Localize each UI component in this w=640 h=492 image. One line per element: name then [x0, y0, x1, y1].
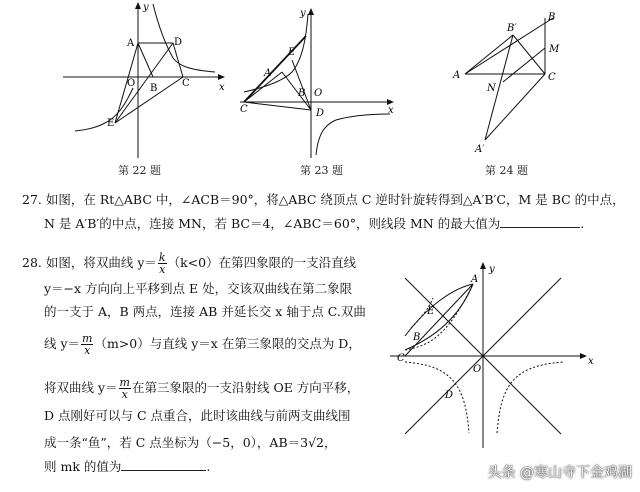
watermark: 头条 @寒山寺下金鸡湖 — [487, 465, 632, 481]
fig28-label-A: A — [471, 274, 479, 285]
fig23-y-arrow — [308, 8, 314, 15]
q28-line1 — [22, 252, 356, 275]
fig24-label-Ap: A′ — [475, 144, 485, 155]
fig24-label-B: B — [548, 12, 556, 23]
q28-frac-m1 — [81, 333, 93, 356]
q28-frac-m1-den: x — [84, 344, 91, 357]
fig22-y-arrow — [135, 2, 141, 9]
q28-l1a: 如图，将双曲线 y＝ — [45, 255, 157, 270]
fig23-label-B: B — [298, 88, 306, 99]
fig24-label-C: C — [548, 72, 556, 83]
q28-l4a: 线 y＝ — [44, 336, 81, 351]
fig23-hyperbola-q4 — [316, 114, 390, 155]
fig24-caption: 第 24 题 — [485, 164, 528, 177]
fig28-y-arrow — [480, 262, 486, 269]
fig23-label-C: C — [240, 104, 248, 115]
q27-number: 27. — [22, 192, 42, 207]
figure-24 — [445, 0, 615, 160]
q28-line2: y＝−x 方向向上平移到点 E 处，交该双曲线在第二象限 — [44, 281, 353, 296]
fig28-label-E: E — [427, 306, 435, 317]
fig22-label-y: y — [143, 2, 149, 13]
fig24-label-N: N — [487, 83, 496, 94]
q28-number: 28. — [22, 255, 42, 270]
q27-text-1: 如图，在 Rt△ABC 中，∠ACB＝90°，将△ABC 绕顶点 C 逆时针旋转得到△A′B′C，M 是 BC 的中点， — [45, 192, 625, 207]
q27-line2 — [44, 215, 584, 233]
fig28-label-y: y — [489, 264, 495, 275]
fig28-dashed-q3 — [405, 362, 469, 433]
q28-line6: D 点刚好可以与 C 点重合，此时该曲线与前两支曲线围 — [44, 408, 351, 423]
q28-answer-blank[interactable] — [121, 458, 206, 471]
fig22-label-E: E — [107, 118, 115, 129]
fig22-label-x: x — [219, 82, 225, 93]
q28-line5 — [44, 377, 359, 400]
fig24-label-A: A — [453, 70, 461, 81]
fig23-label-x: x — [388, 105, 394, 116]
q28-l4b: （m>0）与直线 y＝x 在第三象限的交点为 D， — [94, 336, 361, 351]
fig22-caption: 第 22 题 — [118, 164, 161, 177]
fig22-label-O: O — [127, 78, 136, 89]
q28-end: . — [206, 459, 211, 474]
fig23-label-D: D — [316, 108, 325, 119]
figure-28 — [385, 258, 610, 453]
fig28-label-x: x — [588, 356, 594, 367]
figure-23 — [232, 0, 402, 160]
fig28-dashed-q4 — [497, 362, 563, 433]
q28-frac-k-num: k — [158, 251, 166, 264]
fig22-label-B: B — [150, 83, 158, 94]
figure-22 — [55, 0, 235, 160]
q27-line1 — [22, 191, 625, 209]
q28-frac-k-den: x — [159, 263, 166, 276]
q28-frac-m2-den: x — [121, 388, 128, 401]
fig23-label-A: A — [264, 68, 272, 79]
q28-line3: 的一支于 A，B 两点，连接 AB 并延长交 x 轴于点 C.双曲 — [44, 304, 366, 319]
q28-line4 — [44, 333, 361, 356]
fig23-caption: 第 23 题 — [300, 164, 343, 177]
fig24-label-M: M — [549, 44, 560, 55]
q28-frac-m1-num: m — [82, 332, 93, 345]
q28-line7: 成一条“鱼”，若 C 点坐标为（−5，0），AB＝3√2， — [44, 435, 337, 450]
q28-frac-m2 — [119, 377, 131, 400]
fig22-label-C: C — [182, 78, 190, 89]
fig28-label-O: O — [473, 364, 482, 375]
q28-l8: 则 mk 的值为 — [44, 459, 122, 474]
q27-answer-blank[interactable] — [500, 215, 580, 228]
q28-frac-m2-num: m — [119, 376, 130, 389]
fig28-label-D: D — [445, 390, 454, 401]
fig28-label-C: C — [397, 353, 405, 364]
q28-l5a: 将双曲线 y＝ — [44, 380, 118, 395]
fig28-x-arrow — [580, 353, 587, 359]
q28-l1b: （k<0）在第四象限的一支沿直线 — [167, 255, 357, 270]
fig23-hyperbola-q2 — [244, 14, 308, 92]
fig22-label-A: A — [127, 38, 135, 49]
fig23-label-y: y — [300, 8, 306, 19]
fig28-curve-upper — [405, 284, 473, 336]
fig23-label-E: E — [288, 47, 296, 58]
fig23-label-O: O — [314, 88, 323, 99]
fig28-label-B: B — [413, 332, 421, 343]
fig22-hyperbola-q1 — [153, 4, 215, 72]
q28-line8 — [44, 458, 210, 476]
q28-l5b: 在第三象限的一支沿射线 OE 方向平移， — [131, 380, 360, 395]
fig22-label-D: D — [174, 37, 183, 48]
fig22-x-arrow — [218, 74, 225, 80]
fig24-label-Bp: B′ — [507, 23, 517, 34]
q28-frac-k — [158, 252, 167, 275]
q27-end: . — [580, 216, 585, 231]
q27-text-2: N 是 A′B′的中点，连接 MN，若 BC＝4，∠ABC＝60°，则线段 MN 的最大值为 — [44, 216, 501, 231]
